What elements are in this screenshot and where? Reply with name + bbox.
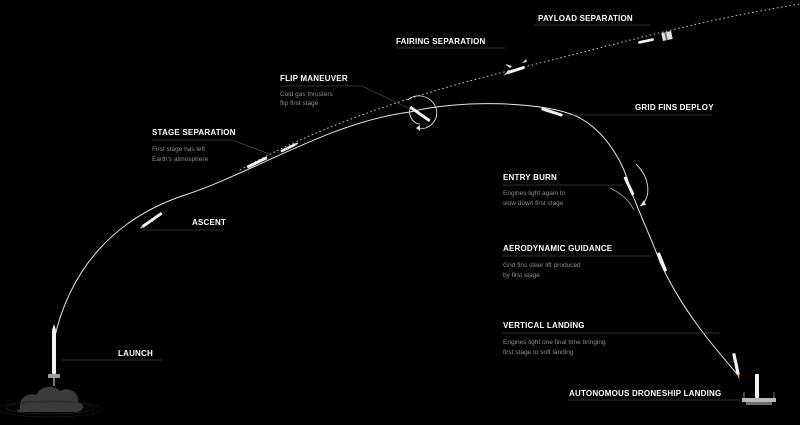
rocket-entry-burn-icon <box>610 164 648 210</box>
fairing-separation-icon <box>503 59 527 76</box>
aerodynamic-guidance-title: AERODYNAMIC GUIDANCE <box>503 244 613 253</box>
grid-fins-deploy-title: GRID FINS DEPLOY <box>635 103 714 112</box>
fairing-separation-title: FAIRING SEPARATION <box>396 37 486 46</box>
return-trajectory <box>410 104 738 375</box>
flip-maneuver-desc-line-2: flip first stage <box>280 100 319 107</box>
rocket-launch-icon <box>0 324 102 417</box>
flip-maneuver-desc-line-1: Cold gas thrusters <box>280 91 333 98</box>
entry-burn-desc-line-1: Engines light again to <box>503 190 566 197</box>
vertical-landing-desc-line-1: Engines light one final time bringing <box>503 339 606 346</box>
vertical-landing-desc-line-2: first stage to soft landing <box>503 349 574 356</box>
rocket-ascent-icon <box>140 212 163 229</box>
stage-separation-desc-line-2: Earth's atmosphere <box>152 156 209 163</box>
entry-burn-desc-line-2: slow down first stage <box>503 200 564 207</box>
payload-icon <box>638 31 673 44</box>
rocket-landing-icon <box>732 353 741 380</box>
ascent-title: ASCENT <box>192 218 227 227</box>
vertical-landing-title: VERTICAL LANDING <box>503 321 585 330</box>
aerodynamic-guidance-desc-line-2: by first stage <box>503 272 540 279</box>
aerodynamic-guidance-desc-line-1: Grid fins steer lift produced <box>503 262 581 269</box>
flip-maneuver-title: FLIP MANEUVER <box>280 74 348 83</box>
droneship-landing-title: AUTONOMOUS DRONESHIP LANDING <box>569 389 722 398</box>
stage-separation-desc-line-1: First stage has left <box>152 146 206 153</box>
stage-separation-title: STAGE SEPARATION <box>152 128 236 137</box>
droneship-icon <box>742 374 776 405</box>
launch-title: LAUNCH <box>118 349 153 358</box>
entry-burn-title: ENTRY BURN <box>503 173 558 182</box>
payload-separation-title: PAYLOAD SEPARATION <box>538 14 633 23</box>
ascent-trajectory <box>54 112 410 340</box>
rocket-stage-separation-icon <box>247 142 300 169</box>
rocket-flip-icon <box>408 96 437 131</box>
rocket-aero-guidance-icon <box>657 252 667 272</box>
second-stage-trajectory <box>240 4 800 170</box>
